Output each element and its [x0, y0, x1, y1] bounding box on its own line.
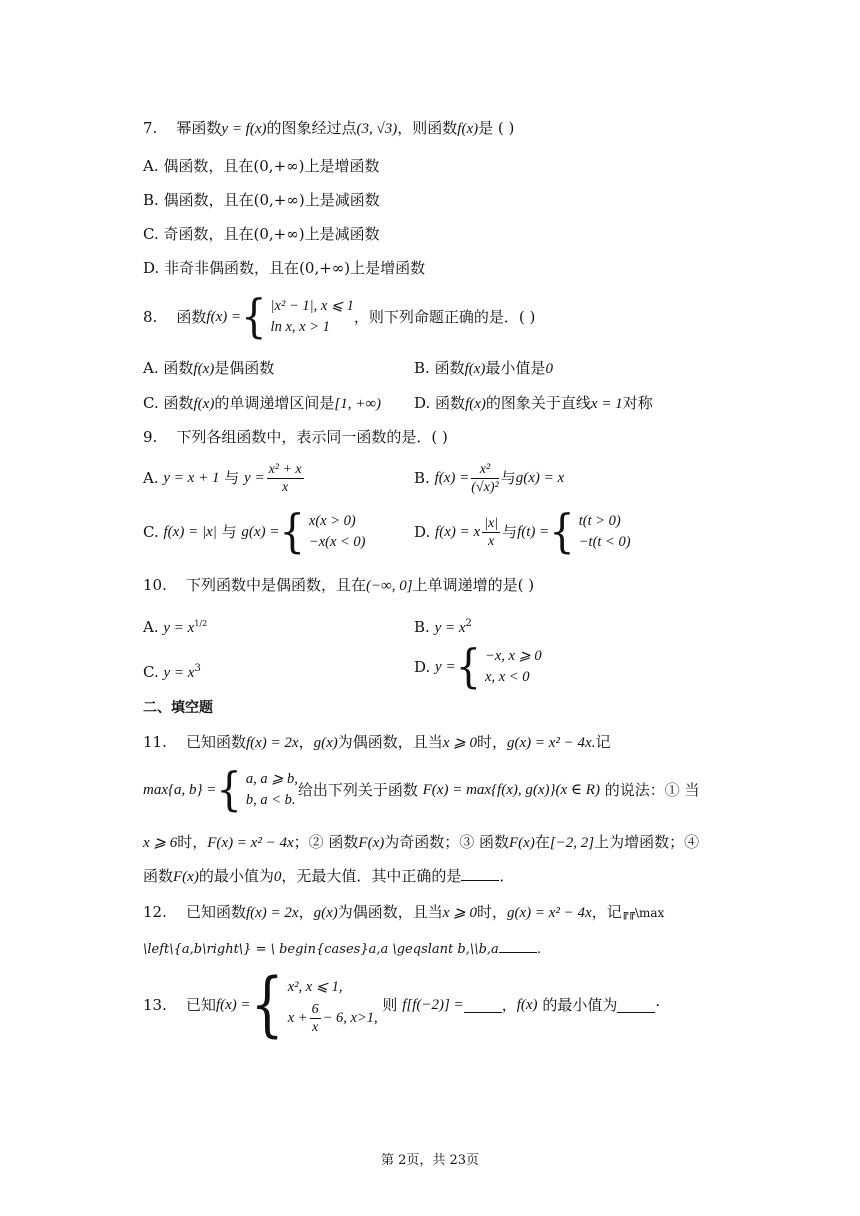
q10-option-d: D. y = { −x, x ⩾ 0 x, x < 0	[414, 640, 542, 694]
q11-line3: x ⩾ 6时，F(x) = x² − 4x；② 函数F(x)为奇函数；③ 函数F(x)在[−2, 2]上为增函数；④	[143, 833, 700, 851]
q12-line2: \left\{a,b\right\} = \ begin{cases}a,a \geqslant b,\\b,a ．	[143, 938, 550, 960]
q12-line1: 12. 已知函数f(x) = 2x，g(x)为偶函数，且当x ⩾ 0时，g(x) = x² − 4x，记╔╔\max	[143, 903, 665, 921]
q8-option-c: C. 函数f(x)的单调递增区间是[1, +∞)	[143, 394, 382, 412]
q8-stem: 8. 函数 f(x) = { |x² − 1|, x ⩽ 1 ln x, x > 1 ，则下列命题正确的是．( )	[143, 290, 536, 344]
q9-option-c: C. f(x) = |x| 与 g(x) = { x(x > 0) −x(x < 0)	[143, 505, 366, 559]
q9-option-d: D. f(x) = x $\frac{|x|}{x}$ 与 f(t) = { t(t > 0) −t(t < 0)	[414, 505, 631, 559]
answer-blank[interactable]	[617, 998, 655, 1013]
q9-stem: 9. 下列各组函数中，表示同一函数的是．( )	[143, 428, 448, 446]
answer-blank[interactable]	[499, 938, 537, 953]
q13-piecewise: { x², x ⩽ 1, x + $\frac{6}{x}$ − 6, x>1,	[250, 964, 378, 1046]
q10-option-c: C. $y = x^3$	[143, 663, 201, 681]
q8-option-b: B. 函数f(x)最小值是0	[414, 359, 553, 377]
q13-stem: 13. 已知 f(x) = { x², x ⩽ 1, x + $\frac{6}{x}$ − 6, x>1, 则 f[f(−2)] = ， f(x) 的最小值为 ·	[143, 964, 661, 1046]
q7-option-a: A. 偶函数，且在(0,+∞)上是增函数	[143, 157, 380, 175]
page-footer: 第 2页，共 23页	[380, 1153, 480, 1168]
q7-option-b: B. 偶函数，且在(0,+∞)上是减函数	[143, 191, 380, 209]
q8-option-d: D. 函数f(x)的图象关于直线x = 1对称	[414, 394, 653, 412]
q8-option-a: A. 函数f(x)是偶函数	[143, 359, 275, 377]
q10-stem: 10. 下列函数中是偶函数，且在(−∞, 0]上单调递增的是( )	[143, 576, 535, 594]
q8-piecewise: { |x² − 1|, x ⩽ 1 ln x, x > 1	[241, 290, 354, 344]
q11-line4: 函数F(x)的最小值为0，无最大值．其中正确的是 ．	[143, 867, 515, 885]
q7-stem: 7. 幂函数y = f(x)的图象经过点(3, √3)，则函数f(x)是 ( )	[143, 119, 515, 137]
answer-blank[interactable]	[461, 866, 499, 881]
section-heading: 二、填空题	[143, 700, 213, 716]
q7-option-d: D. 非奇非偶函数，且在(0,+∞)上是增函数	[143, 259, 426, 277]
q7-option-c: C. 奇函数，且在(0,+∞)上是减函数	[143, 225, 380, 243]
q9-option-b: B. f(x) = $\frac{\text{x²}}{\text{(√x)²}}$ 与 g(x) = x	[414, 461, 565, 495]
q9-option-a: A. y = x + 1 与 y = $\frac{\text{x² + x}}{x}$	[143, 461, 302, 495]
q11-line2: max{a, b} = { a, a ⩾ b, b, a < b. 给出下列关于函数 F(x) = max{f(x), g(x)}(x ∈ R) 的说法：① 当	[143, 763, 700, 817]
q11-line1: 11. 已知函数f(x) = 2x，g(x)为偶函数，且当x ⩾ 0时，g(x) = x² − 4x.记	[143, 733, 611, 751]
answer-blank[interactable]	[464, 998, 502, 1013]
q10-option-a: A. $y = x^{1/2}$	[143, 618, 208, 636]
q10-option-b: B. $y = x^2$	[414, 618, 472, 636]
